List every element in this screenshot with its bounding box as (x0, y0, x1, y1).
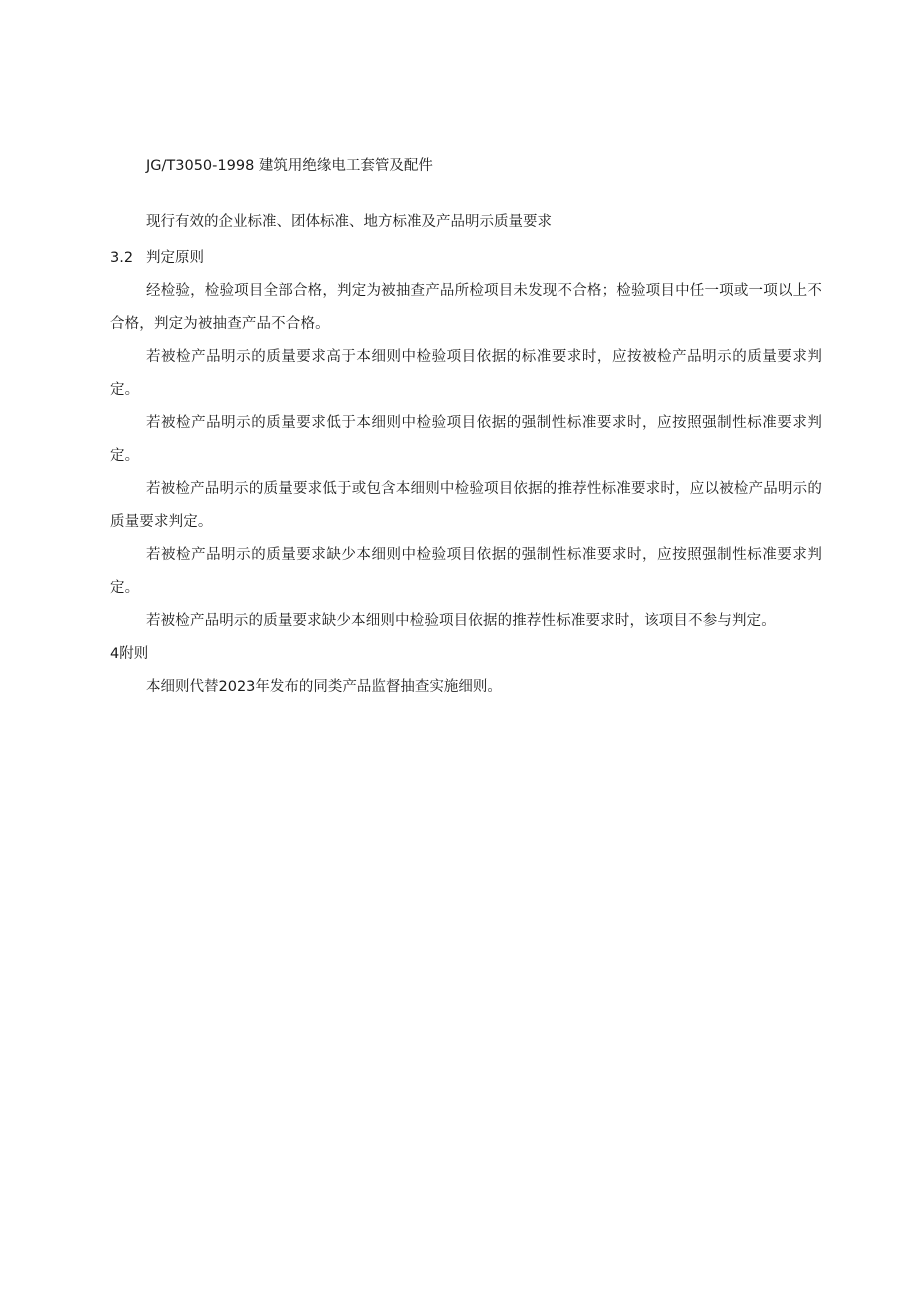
judgement-paragraph-3: 若被检产品明示的质量要求低于本细则中检验项目依据的强制性标准要求时，应按照强制性标准要求判定。 (110, 415, 822, 464)
judgement-paragraph-1: 经检验，检验项目全部合格，判定为被抽查产品所检项目未发现不合格；检验项目中任一项或一项以上不合格，判定为被抽查产品不合格。 (110, 283, 822, 332)
judgement-paragraph-2: 若被检产品明示的质量要求高于本细则中检验项目依据的标准要求时，应按被检产品明示的质量要求判定。 (110, 349, 822, 398)
judgement-paragraph-6: 若被检产品明示的质量要求缺少本细则中检验项目依据的推荐性标准要求时，该项目不参与判定。 (146, 613, 776, 629)
section-3-2-number: 3.2 (110, 250, 134, 266)
section-4-paragraph: 本细则代替2023年发布的同类产品监督抽查实施细则。 (146, 679, 502, 695)
judgement-paragraph-4: 若被检产品明示的质量要求低于或包含本细则中检验项目依据的推荐性标准要求时，应以被检产品明示的质量要求判定。 (110, 481, 822, 530)
section-3-2-title: 判定原则 (146, 250, 204, 266)
section-4-heading: 4附则 (110, 646, 149, 662)
standard-item-jg-t3050: JG/T3050-1998 建筑用绝缘电工套管及配件 (146, 158, 433, 174)
judgement-paragraph-5: 若被检产品明示的质量要求缺少本细则中检验项目依据的强制性标准要求时，应按照强制性标准要求判定。 (110, 547, 822, 596)
document-body (110, 150, 822, 704)
standard-item-other-standards: 现行有效的企业标准、团体标准、地方标准及产品明示质量要求 (146, 214, 552, 230)
section-3-2-heading (110, 242, 822, 275)
